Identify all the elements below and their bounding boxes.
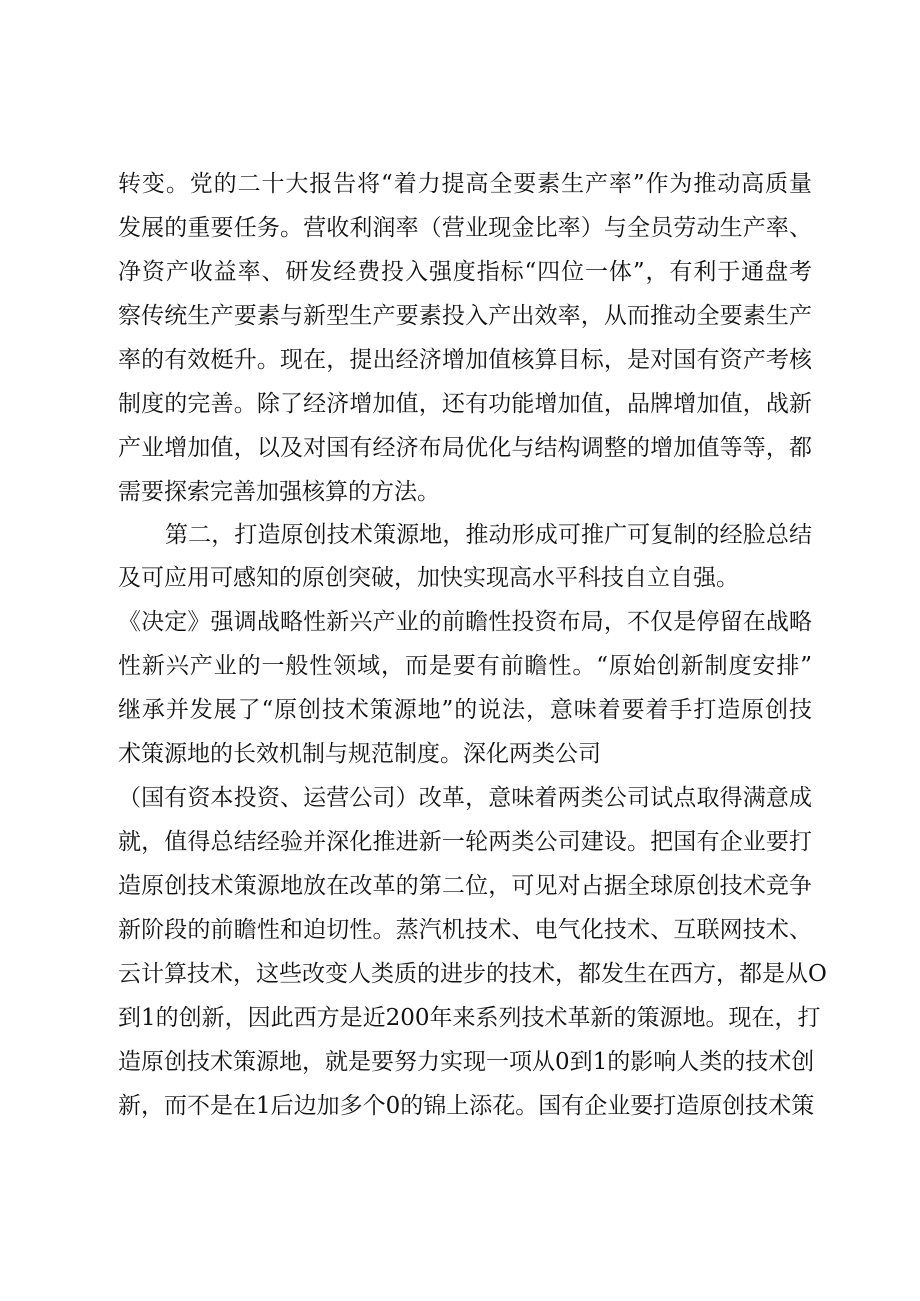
paragraph-line (0, 206, 920, 250)
paragraph-line (0, 908, 920, 952)
line-text: 到1的创新，因此西方是近200年来系列技术革新的策源地。现在，打 (118, 1005, 821, 1031)
paragraph-line (0, 382, 920, 426)
line-text: 第二，打造原创技术策源地，推动形成可推广可复制的经脸总结 (165, 522, 812, 548)
paragraph-line (0, 294, 920, 338)
line-text: 净资产收益率、研发经费投入强度指标“四位一体”，有利于通盘考 (118, 259, 812, 285)
paragraph-line (0, 952, 920, 996)
paragraph-line (0, 732, 920, 776)
line-text: 需要探索完善加强核算的方法。 (118, 479, 440, 505)
line-text: 制度的完善。除了经济增加值，还有功能增加值，品牌增加值，战新 (118, 391, 812, 417)
paragraph-line (0, 556, 920, 600)
paragraph-line (0, 820, 920, 864)
line-text: 继承并发展了“原创技术策源地”的说法，意味着要着手打造原创技 (118, 697, 812, 723)
paragraph-line (0, 162, 920, 206)
line-text: 术策源地的长效机制与规范制度。深化两类公司 (118, 741, 601, 767)
line-text: 《决定》强调战略性新兴产业的前瞻性投资布局，不仅是停留在战略 (118, 609, 812, 635)
line-text: 新阶段的前瞻性和迫切性。蒸汽机技术、电气化技术、互联网技术、 (118, 917, 812, 943)
line-text: 发展的重要任务。营收利润率（营业现金比率）与全员劳动生产率、 (118, 215, 812, 241)
line-text: 新，而不是在1后边加多个0的锦上添花。国有企业要打造原创技术策 (118, 1093, 815, 1119)
paragraph-line (0, 600, 920, 644)
paragraph-line (0, 338, 920, 382)
line-text: 察传统生产要素与新型生产要素投入产出效率，从而推动全要素生产 (118, 303, 812, 329)
paragraph-line (0, 776, 920, 820)
line-text: 率的有效梃升。现在，提出经济增加值核算目标，是对国有资产考核 (118, 347, 812, 373)
line-text: 及可应用可感知的原创突破，加快实现高水平科技自立自强。 (118, 565, 739, 591)
line-text: 造原创技术策源地放在改革的第二位，可见对占据全球原创技术竞争 (118, 873, 812, 899)
line-text: 造原创技术策源地，就是要努力实现一项从0到1的影响人类的技术创 (118, 1049, 815, 1075)
line-text: 性新兴产业的一般性领域，而是要有前瞻性。“原始创新制度安排” (118, 653, 812, 679)
line-text: 云计算技术，这些改变人类质的进步的技术，都发生在西方，都是从O (118, 961, 827, 987)
paragraph-line (0, 1084, 920, 1128)
line-text: （国有资本投资、运营公司）改革，意味着两类公司试点取得满意成 (118, 785, 812, 811)
line-text: 就，值得总结经验并深化推进新一轮两类公司建设。把国有企业要打 (118, 829, 812, 855)
paragraph-line (0, 426, 920, 470)
paragraph-line (0, 688, 920, 732)
line-text: 产业增加值，以及对国有经济布局优化与结构调整的增加值等等，都 (118, 435, 812, 461)
paragraph-line (0, 513, 920, 557)
paragraph-line (0, 864, 920, 908)
paragraph-line (0, 996, 920, 1040)
paragraph-line (0, 1040, 920, 1084)
paragraph-line (0, 644, 920, 688)
paragraph-line (0, 470, 920, 514)
line-text: 转变。党的二十大报告将“着力提高全要素生产率”作为推动高质量 (118, 171, 812, 197)
paragraph-line (0, 250, 920, 294)
